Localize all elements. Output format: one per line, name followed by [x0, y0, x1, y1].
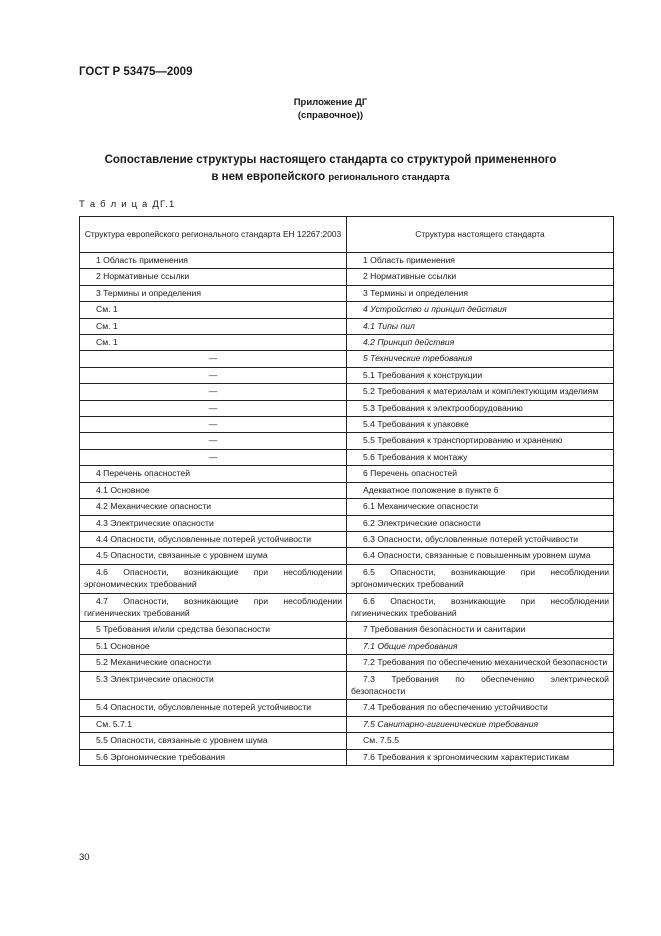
cell-european: 4.6 Опасности, возникающие при несоблюдении эргономических требований — [80, 564, 347, 593]
table-row — [80, 638, 614, 654]
cell-national: 7.4 Требования по обеспечению устойчивости — [347, 700, 614, 716]
cell-national: 7.2 Требования по обеспечению механической безопасности — [347, 655, 614, 671]
comparison-table — [79, 216, 614, 766]
cell-european: 1 Область применения — [80, 253, 347, 269]
cell-national: Адекватное положение в пункте 6 — [347, 482, 614, 498]
table-row — [80, 716, 614, 732]
cell-national: См. 7.5.5 — [347, 733, 614, 749]
table-row — [80, 433, 614, 449]
table-row — [80, 384, 614, 400]
heading-line2-part-a: в нем европейского — [211, 171, 326, 183]
table-row — [80, 749, 614, 765]
cell-european: — — [80, 400, 347, 416]
cell-european: 4.4 Опасности, обусловленные потерей устойчивости — [80, 531, 347, 547]
cell-national: 7.5 Санитарно-гигиенические требования — [347, 716, 614, 732]
cell-national: 7.6 Требования к эргономическим характеристикам — [347, 749, 614, 765]
cell-national: 4 Устройство и принцип действия — [347, 302, 614, 318]
table-row — [80, 269, 614, 285]
table-row — [80, 351, 614, 367]
table-row — [80, 531, 614, 547]
table-row — [80, 548, 614, 564]
appendix-subtitle: (справочное)) — [297, 110, 364, 121]
cell-european: 5.6 Эргономические требования — [80, 749, 347, 765]
table-row — [80, 367, 614, 383]
cell-european: См. 1 — [80, 335, 347, 351]
cell-european: 5 Требования и/или средства безопасности — [80, 622, 347, 638]
table-row — [80, 400, 614, 416]
cell-european: См. 5.7.1 — [80, 716, 347, 732]
table-body — [80, 253, 614, 766]
cell-national: 5.4 Требования к упаковке — [347, 417, 614, 433]
cell-national: 5.5 Требования к транспортированию и хранению — [347, 433, 614, 449]
cell-national: 5.2 Требования к материалам и комплектующим изделиям — [347, 384, 614, 400]
table-row — [80, 564, 614, 593]
table-header-row — [80, 217, 614, 253]
table-row — [80, 285, 614, 301]
table-row — [80, 417, 614, 433]
table-row — [80, 700, 614, 716]
table-row — [80, 733, 614, 749]
cell-national: 7 Требования безопасности и санитарии — [347, 622, 614, 638]
cell-national: 7.3 Требования по обеспечению электрической безопасности — [347, 671, 614, 700]
table-row — [80, 671, 614, 700]
heading-line2-part-b: регионального стандарта — [328, 172, 450, 183]
page-number: 30 — [79, 852, 90, 863]
cell-european: 5.3 Электрические опасности — [80, 671, 347, 700]
table-row — [80, 449, 614, 465]
cell-national: 6.1 Механические опасности — [347, 499, 614, 515]
cell-national: 5.1 Требования к конструкции — [347, 367, 614, 383]
cell-european: 4.1 Основное — [80, 482, 347, 498]
table-row — [80, 253, 614, 269]
cell-national: 6.5 Опасности, возникающие при несоблюдении эргономических требований — [347, 564, 614, 593]
cell-national: 2 Нормативные ссылки — [347, 269, 614, 285]
cell-national: 1 Область применения — [347, 253, 614, 269]
cell-national: 4.1 Типы пил — [347, 318, 614, 334]
column-header-national: Структура настоящего стандарта — [347, 217, 614, 253]
table-row — [80, 593, 614, 622]
cell-european: 4.3 Электрические опасности — [80, 515, 347, 531]
table-row — [80, 622, 614, 638]
cell-european: 5.2 Механические опасности — [80, 655, 347, 671]
cell-european: См. 1 — [80, 318, 347, 334]
cell-european: 4 Перечень опасностей — [80, 466, 347, 482]
cell-national: 6.4 Опасности, связанные с повышенным уровнем шума — [347, 548, 614, 564]
cell-national: 3 Термины и определения — [347, 285, 614, 301]
table-row — [80, 515, 614, 531]
column-header-european: Структура европейского регионального стандарта ЕН 12267:2003 — [80, 217, 347, 253]
cell-european: См. 1 — [80, 302, 347, 318]
document-heading-line1: Сопоставление структуры настоящего стандарта со структурой примененного — [104, 154, 557, 166]
cell-national: 6.6 Опасности, возникающие при несоблюдении гигиенических требований — [347, 593, 614, 622]
cell-national: 4.2 Принцип действия — [347, 335, 614, 351]
standard-number: ГОСТ Р 53475—2009 — [79, 66, 193, 78]
cell-european: 4.7 Опасности, возникающие при несоблюдении гигиенических требований — [80, 593, 347, 622]
table-row — [80, 318, 614, 334]
cell-european: 4.2 Механические опасности — [80, 499, 347, 515]
cell-national: 5.6 Требования к монтажу — [347, 449, 614, 465]
table-row — [80, 655, 614, 671]
table-row — [80, 482, 614, 498]
cell-european: 2 Нормативные ссылки — [80, 269, 347, 285]
cell-european: 5.5 Опасности, связанные с уровнем шума — [80, 733, 347, 749]
cell-european: 5.1 Основное — [80, 638, 347, 654]
table-row — [80, 335, 614, 351]
cell-national: 6.2 Электрические опасности — [347, 515, 614, 531]
document-heading-line2 — [0, 171, 661, 183]
table-row — [80, 466, 614, 482]
cell-national: 6 Перечень опасностей — [347, 466, 614, 482]
cell-european: — — [80, 351, 347, 367]
cell-european: 5.4 Опасности, обусловленные потерей устойчивости — [80, 700, 347, 716]
cell-european: — — [80, 433, 347, 449]
cell-european: 3 Термины и определения — [80, 285, 347, 301]
table-caption: Т а б л и ц а ДГ.1 — [79, 199, 176, 210]
cell-european: 4.5 Опасности, связанные с уровнем шума — [80, 548, 347, 564]
appendix-title: Приложение ДГ — [293, 97, 368, 108]
cell-european: — — [80, 367, 347, 383]
cell-european: — — [80, 417, 347, 433]
cell-european: — — [80, 449, 347, 465]
cell-national: 5.3 Требования к электрооборудованию — [347, 400, 614, 416]
cell-national: 7.1 Общие требования — [347, 638, 614, 654]
table-row — [80, 499, 614, 515]
table-row — [80, 302, 614, 318]
cell-national: 6.3 Опасности, обусловленные потерей устойчивости — [347, 531, 614, 547]
cell-national: 5 Технические требования — [347, 351, 614, 367]
cell-european: — — [80, 384, 347, 400]
